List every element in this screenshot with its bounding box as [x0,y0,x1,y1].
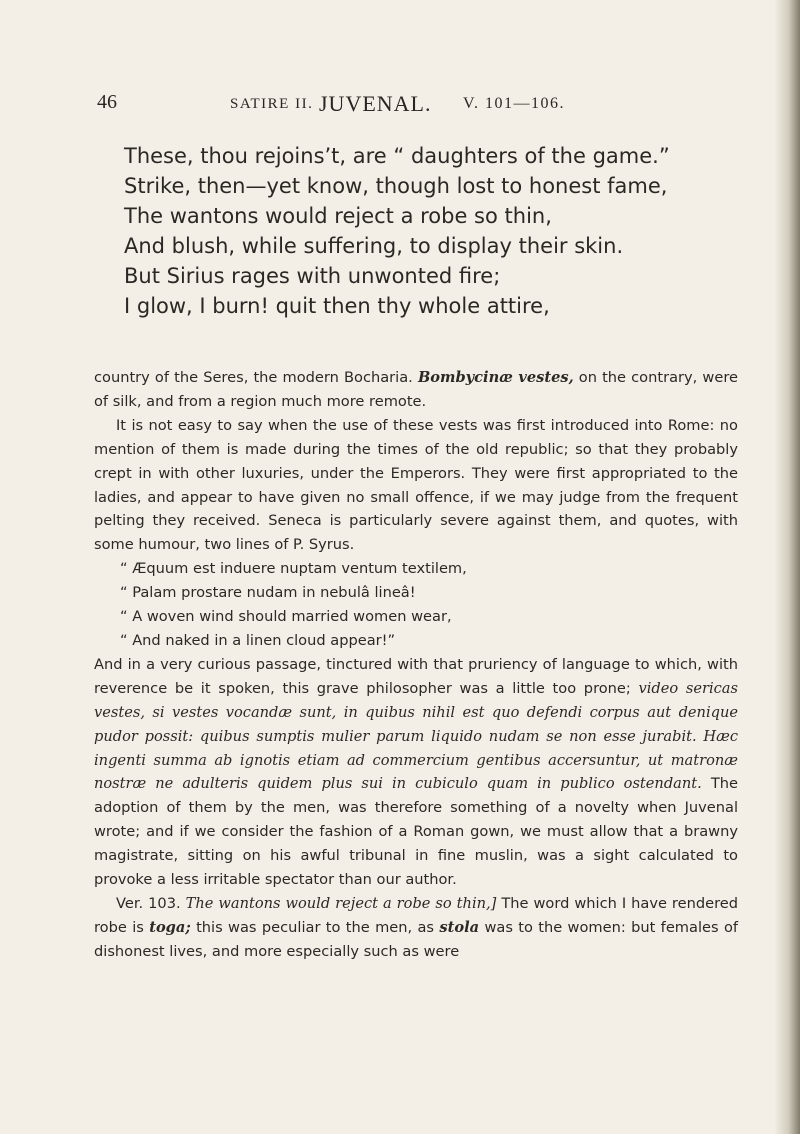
verse-line: These, thou rejoins’t, are “ daughters of the game.” [124,144,670,168]
latin-quotation: video sericas vestes, si vestes vocandæ sunt, in quibus nihil est quo defendi corpus aut denique pudor possit: quibus sumptis mulier parum liquido nudam se non esse jurabit. Hæc ingenti summa ab ignotis etiam ad commercium gentibus accersuntur, ut matronæ nostræ ne adulteris quidem plus sui in cubiculo quam in publico ostendant. [94,679,738,793]
commentary-text: was to the women: but females of dishonest lives, and more especially such as were [94,918,739,960]
running-header [97,91,737,121]
commentary-text: country of the Seres, the modern Bocharia. [94,369,413,386]
latin-term: Bombycinæ vestes, [417,369,574,386]
latin-term: stola [439,918,480,936]
verse-block [124,141,744,321]
commentary-text: And in a very curious passage, tinctured with that pruriency of language to which, with reverence be it spoken, this grave philosopher was a little too prone; [94,655,738,697]
running-author: JUVENAL. [319,91,432,116]
verse-line: Strike, then—yet know, though lost to honest fame, [124,174,668,198]
page-edge-shadow [774,0,800,1134]
commentary-text: The adoption of them by the men, was therefore something of a novelty when Juvenal wrote; and if we consider the fashion of a Roman gown, we must allow that a brawny magistrate, sitting on his awful tribunal in fine muslin, was a sight calculated to provoke a less irritable spectator than our author. [94,775,738,889]
commentary-paragraph [94,366,738,414]
verse-line: But Sirius rages with unwonted fire; [124,264,501,288]
verse-line: I glow, I burn! quit then thy whole attire, [124,294,550,318]
commentary-text: on the contrary, were of silk, and from a region much more remote. [94,369,738,410]
verse-reference: Ver. 103. [116,894,181,912]
commentary-paragraph [94,653,738,892]
verse-line: And blush, while suffering, to display their skin. [124,234,624,258]
commentary-text: The word which I have rendered robe is [94,894,739,936]
verse-line: The wantons would reject a robe so thin, [124,204,552,228]
commentary-paragraph: It is not easy to say when the use of these vests was first introduced into Rome: no mention of them is made during the times of the old republic; so that they probably crept in with other luxuries, under the Emperors. They were first appropriated to the ladies, and appear to have given no small offence, if we may judge from the frequent pelting they received. Seneca is particularly severe against them, and quotes, with some humour, two lines of P. Syrus. [94,416,738,554]
lemma: The wantons would reject a robe so thin,] [185,894,497,912]
quote-line: “ Æquum est induere nuptam ventum textilem, [120,560,467,578]
commentary-text: this was peculiar to the men, as [196,918,435,936]
quote-line: “ And naked in a linen cloud appear!” [120,631,396,649]
commentary-block [94,366,738,964]
running-title: SATIRE II. [230,96,314,112]
running-line-range: V. 101—106. [463,95,565,112]
latin-term: toga; [149,918,191,936]
commentary-paragraph [94,892,738,964]
page-number: 46 [97,91,117,113]
quote-line: “ A woven wind should married women wear, [120,608,452,626]
quote-line: “ Palam prostare nudam in nebulâ lineâ! [120,584,416,602]
